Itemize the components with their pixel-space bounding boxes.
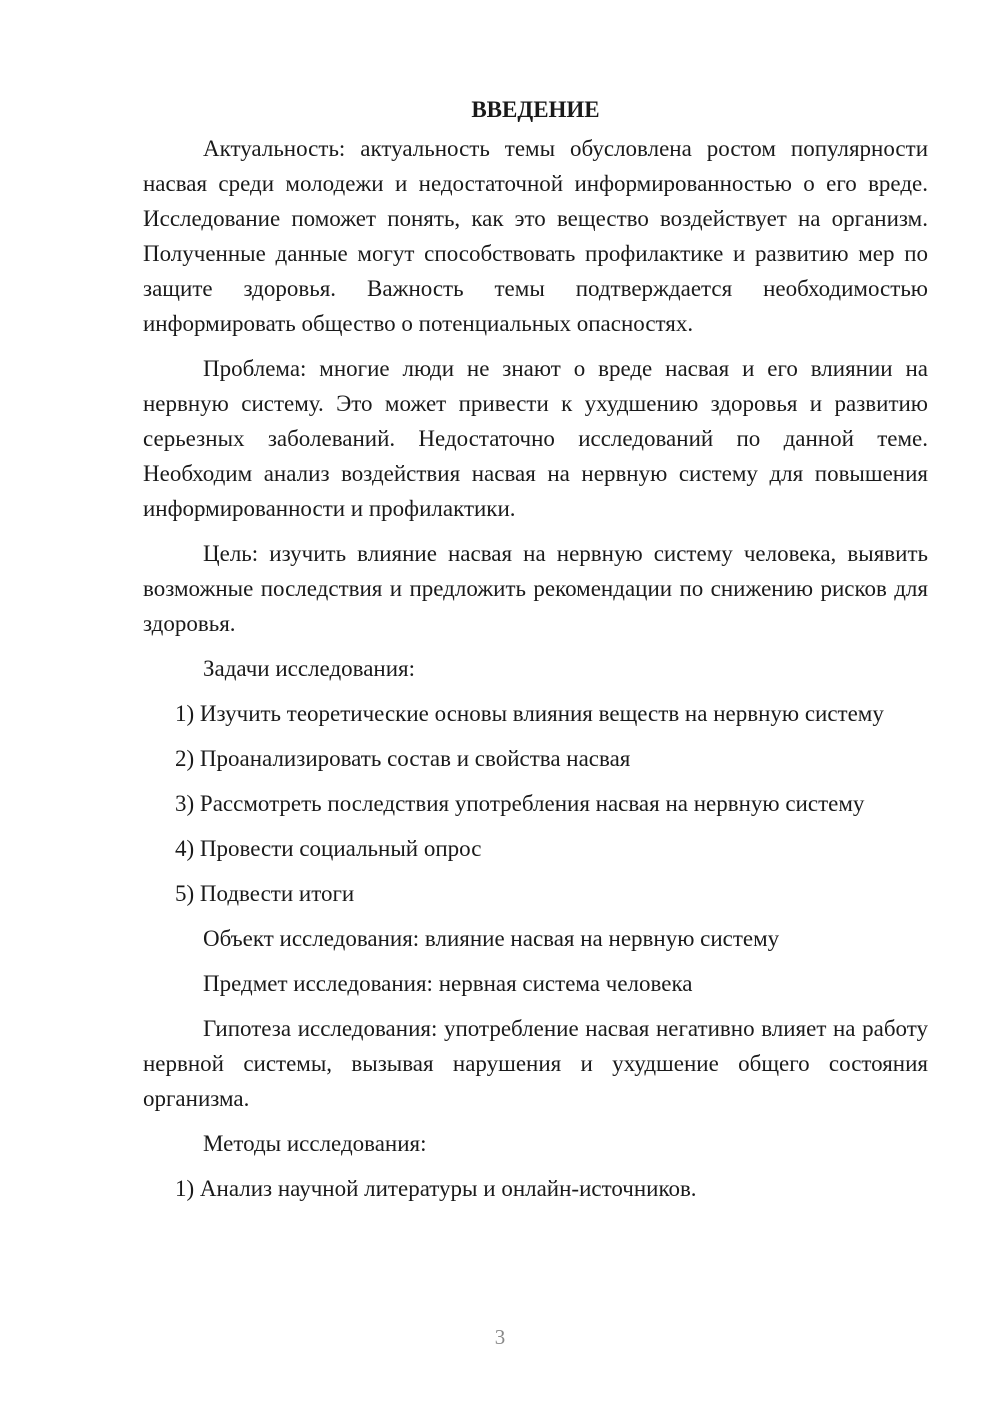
problem-paragraph: Проблема: многие люди не знают о вреде насвая и его влиянии на нервную систему. Это может привести к ухудшению здоровья и развитию серьезных заболеваний. Недостаточно исследований по данной теме. Необходим анализ воздействия насвая на нервную систему для повышения информированности и профилактики. xyxy=(143,356,928,521)
goal-paragraph: Цель: изучить влияние насвая на нервную систему человека, выявить возможные последствия и предложить рекомендации по снижению рисков для здоровья. xyxy=(143,541,928,636)
task-item-3: 3) Рассмотреть последствия употребления насвая на нервную систему xyxy=(175,791,865,816)
subject-paragraph: Предмет исследования: нервная система человека xyxy=(203,971,693,996)
relevance-paragraph: Актуальность: актуальность темы обусловлена ростом популярности насвая среди молодежи и недостаточной информированностью о его вреде. Исследование поможет понять, как это вещество воздействует на организм. Полученные данные могут способствовать профилактике и развитию мер по защите здоровья. Важность темы подтверждается необходимостью информировать общество о потенциальных опасностях. xyxy=(143,136,928,336)
task-item-2: 2) Проанализировать состав и свойства насвая xyxy=(175,746,631,771)
method-item-1: 1) Анализ научной литературы и онлайн-источников. xyxy=(175,1176,697,1201)
object-paragraph: Объект исследования: влияние насвая на нервную систему xyxy=(203,926,780,951)
task-item-4: 4) Провести социальный опрос xyxy=(175,836,482,861)
task-item-5: 5) Подвести итоги xyxy=(175,881,355,906)
hypothesis-paragraph: Гипотеза исследования: употребление насвая негативно влияет на работу нервной системы, вызывая нарушения и ухудшение общего состояния организма. xyxy=(143,1016,928,1111)
page-number: 3 xyxy=(494,1325,506,1349)
tasks-heading: Задачи исследования: xyxy=(203,656,416,681)
methods-heading: Методы исследования: xyxy=(203,1131,427,1156)
section-title: ВВЕДЕНИЕ xyxy=(471,97,600,122)
task-item-1: 1) Изучить теоретические основы влияния веществ на нервную систему xyxy=(175,701,884,726)
document-page xyxy=(143,92,928,1216)
